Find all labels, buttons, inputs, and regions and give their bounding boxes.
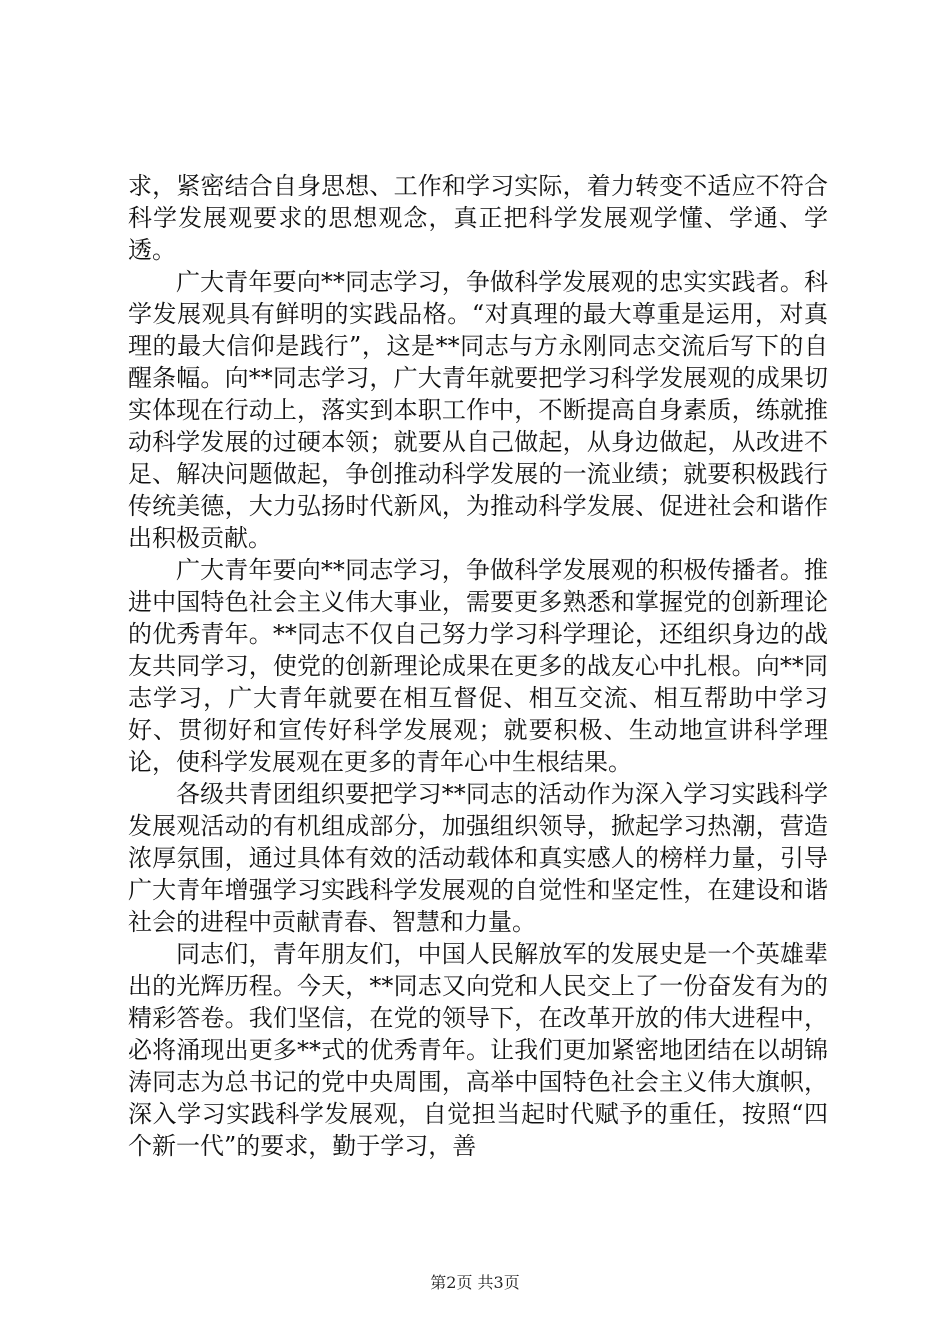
paragraph-practice: 广大青年要向**同志学习，争做科学发展观的忠实实践者。科学发展观具有鲜明的实践品格。“对真理的最大尊重是运用，对真理的最大信仰是践行”，这是**同志与方永刚同志交流后写下的自醒条幅。向**同志学习，广大青年就要把学习科学发展观的成果切实体现在行动上，落实到本职工作中，不断提高自身素质，练就推动科学发展的过硬本领；就要从自己做起，从身边做起，从改进不足、解决问题做起，争创推动科学发展的一流业绩；就要积极践行传统美德，大力弘扬时代新风，为推动科学发展、促进社会和谐作出积极贡献。 — [128, 268, 828, 552]
document-body — [128, 170, 828, 1162]
paragraph-youth-league: 各级共青团组织要把学习**同志的活动作为深入学习实践科学发展观活动的有机组成部分，加强组织领导，掀起学习热潮，营造浓厚氛围，通过具体有效的活动载体和真实感人的榜样力量，引导广大青年增强学习实践科学发展观的自觉性和坚定性，在建设和谐社会的进程中贡献青春、智慧和力量。 — [128, 780, 828, 936]
paragraph-propagation: 广大青年要向**同志学习，争做科学发展观的积极传播者。推进中国特色社会主义伟大事业，需要更多熟悉和掌握党的创新理论的优秀青年。**同志不仅自己努力学习科学理论，还组织身边的战友共同学习，使党的创新理论成果在更多的战友心中扎根。向**同志学习，广大青年就要在相互督促、相互交流、相互帮助中学习好、贯彻好和宣传好科学发展观；就要积极、生动地宣讲科学理论，使科学发展观在更多的青年心中生根结果。 — [128, 556, 828, 776]
paragraph-continued: 求，紧密结合自身思想、工作和学习实际，着力转变不适应不符合科学发展观要求的思想观念，真正把科学发展观学懂、学通、学透。 — [128, 172, 828, 264]
page-footer: 第2页 共3页 — [430, 1273, 520, 1292]
paragraph-closing: 同志们，青年朋友们，中国人民解放军的发展史是一个英雄辈出的光辉历程。今天，**同志又向党和人民交上了一份奋发有为的精彩答卷。我们坚信，在党的领导下，在改革开放的伟大进程中，必将涌现出更多**式的优秀青年。让我们更加紧密地团结在以胡锦涛同志为总书记的党中央周围，高举中国特色社会主义伟大旗帜，深入学习实践科学发展观，自觉担当起时代赋予的重任，按照“四个新一代”的要求，勤于学习，善 — [128, 940, 828, 1160]
